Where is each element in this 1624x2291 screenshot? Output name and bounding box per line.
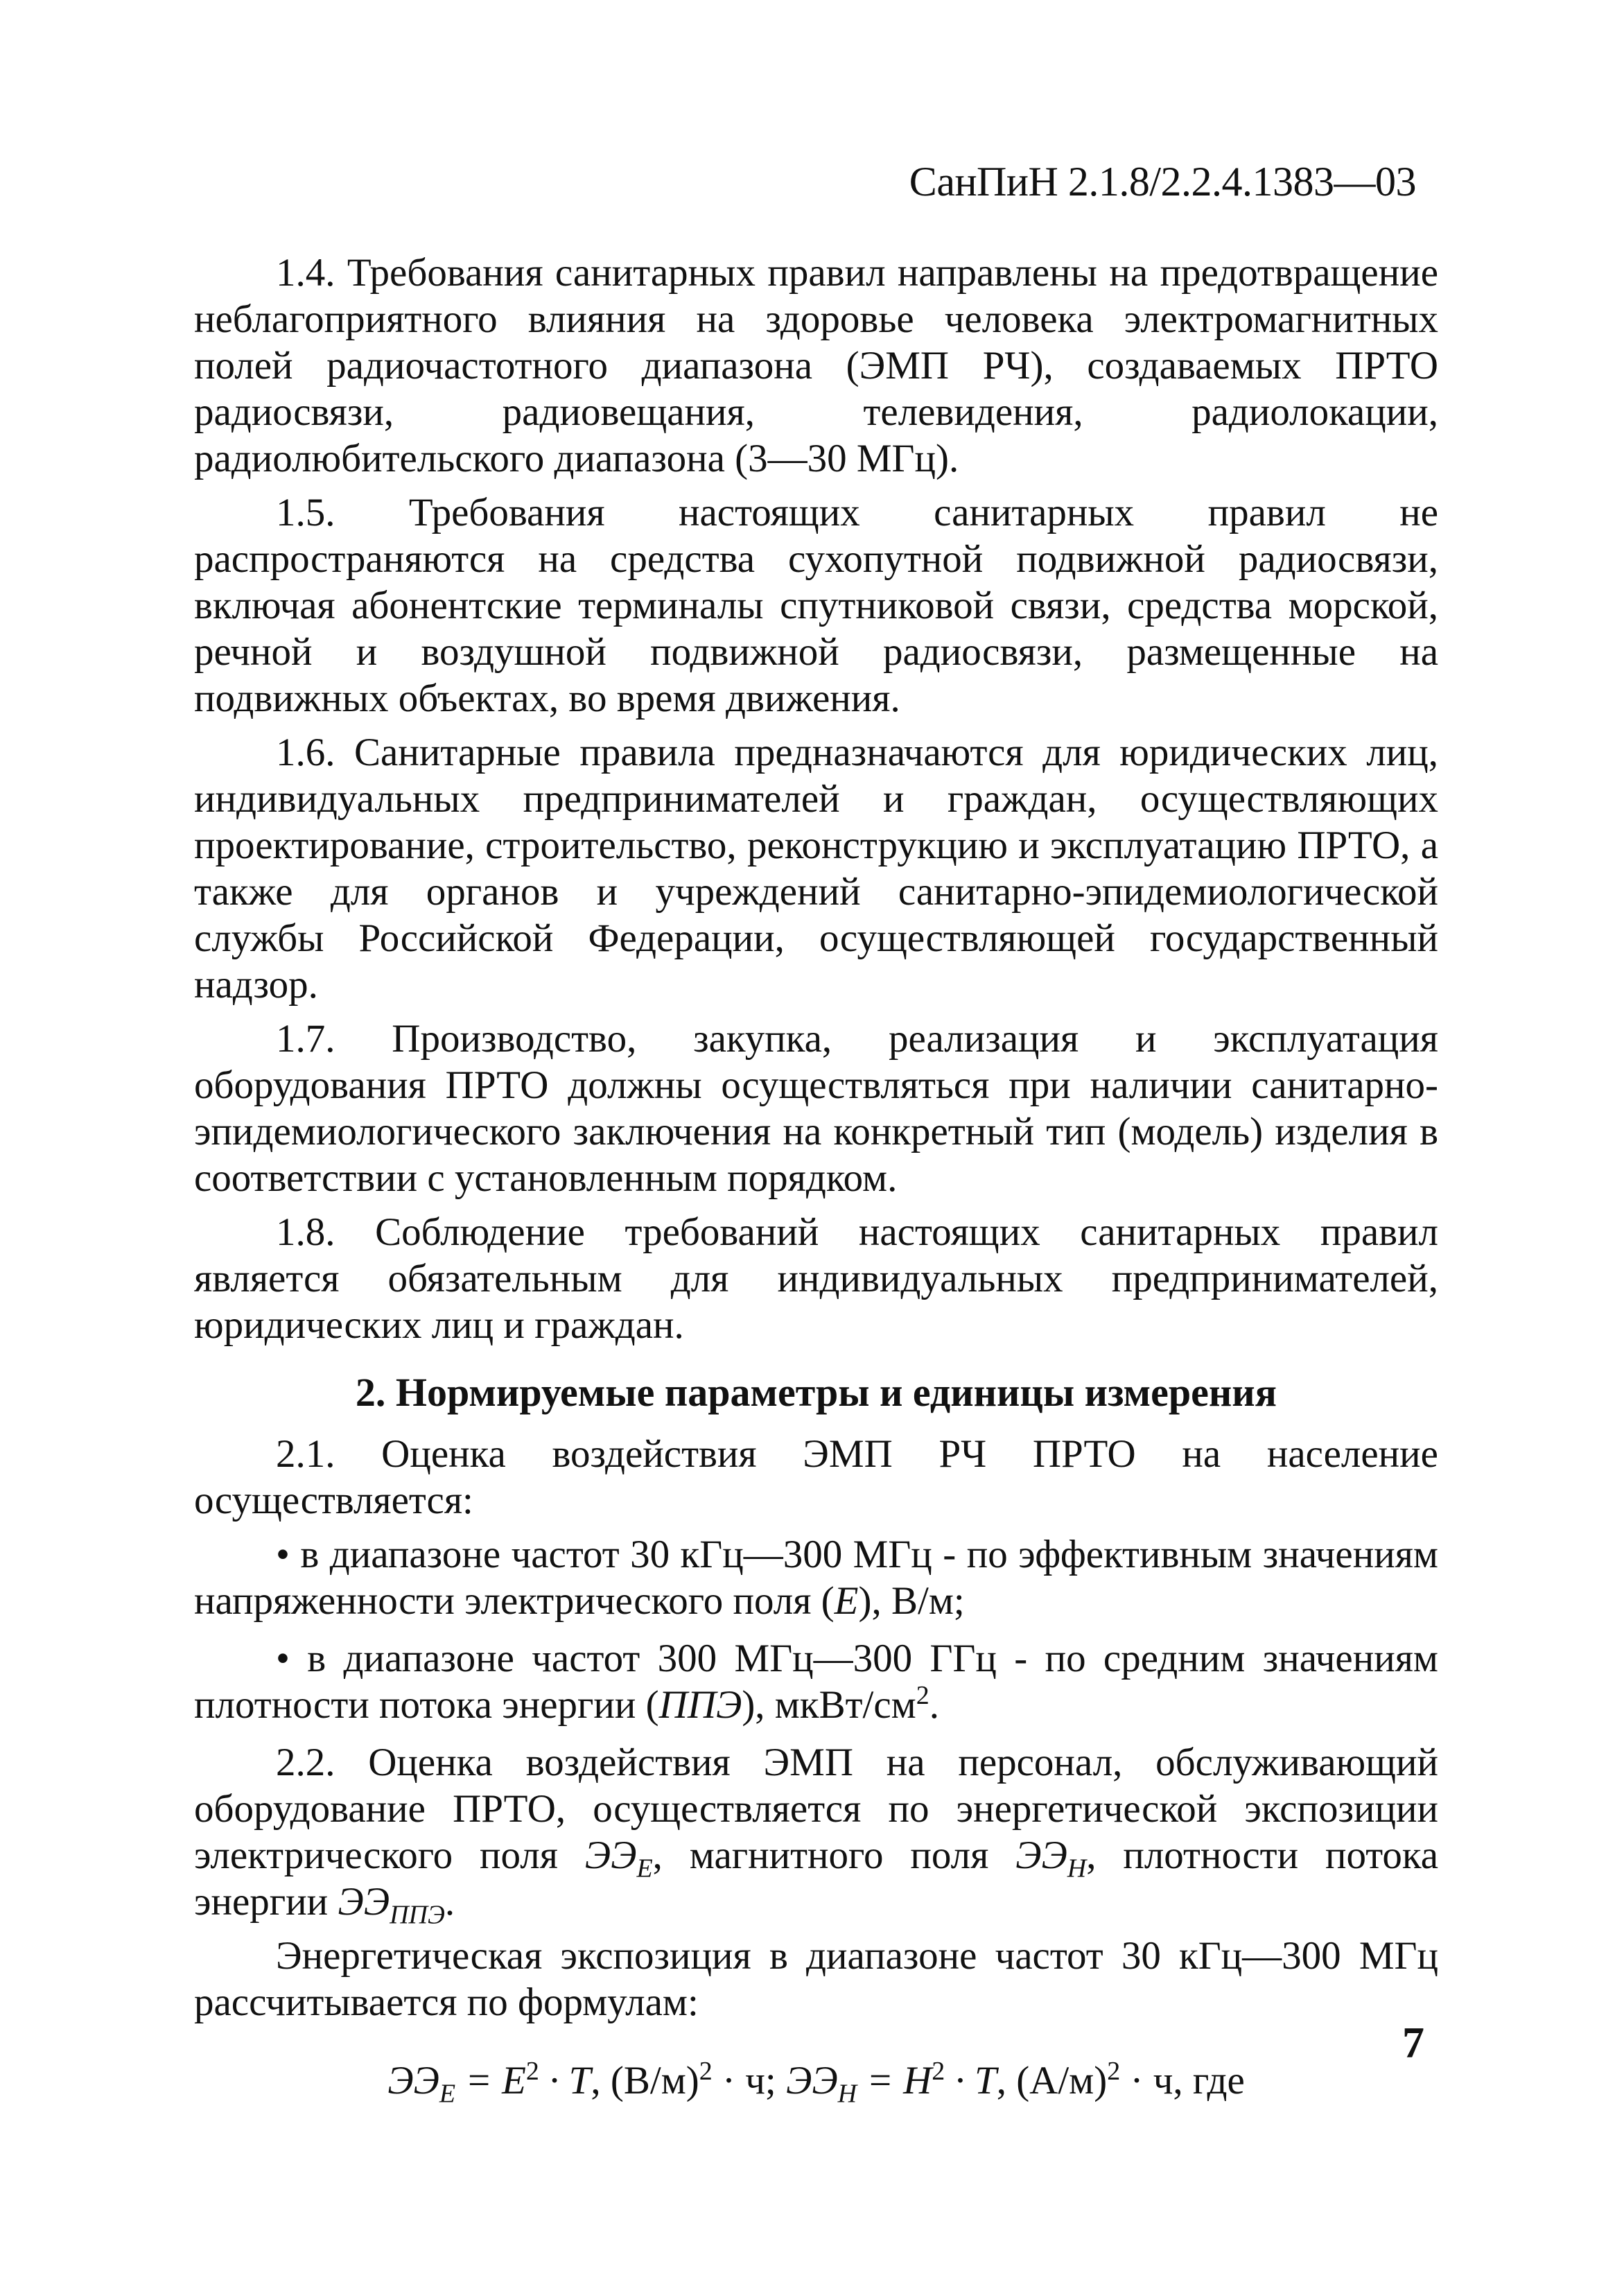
- section-2-heading: 2. Нормируемые параметры и единицы измерения: [355, 1370, 1277, 1415]
- formula-sub-h: H: [837, 2079, 857, 2109]
- p2-2-text-d: .: [444, 1880, 455, 1924]
- p2-2-text-c: , плотности потока энергии: [194, 1833, 1438, 1924]
- formula-unit-1-tail: · ч;: [712, 2059, 786, 2102]
- bullet-1-var: E: [834, 1579, 859, 1623]
- formula-sq-2: 2: [932, 2057, 945, 2086]
- body-text: [194, 250, 1438, 2109]
- paragraph-1-5: 1.5. Требования настоящих санитарных правил не распространяются на средства сухопутной подвижной радиосвязи, включая абонентские терминалы спутниковой связи, средства морской, речной и воздушной подвижной радиосвязи, размещенные на подвижных объектах, во время движения.: [194, 491, 1438, 720]
- paragraph-1-6: 1.6. Санитарные правила предназначаются для юридических лиц, индивидуальных предпринимателей и граждан, осуществляющих проектирование, строительство, реконструкцию и эксплуатацию ПРТО, а также для органов и учреждений санитарно-эпидемиологической службы Российской Федерации, осуществляющей государственный надзор.: [194, 731, 1438, 1007]
- bullet-2-text-b: ), мкВт/см: [742, 1683, 916, 1727]
- formula-unit-2-sq: 2: [1107, 2057, 1121, 2086]
- formula-dot-t-1: · T: [539, 2059, 591, 2102]
- paragraph-2-1: 2.1. Оценка воздействия ЭМП РЧ ПРТО на население осуществляется:: [194, 1432, 1438, 1522]
- running-head: СанПиН 2.1.8/2.2.4.1383—03: [909, 159, 1416, 204]
- p2-2-sub-e: E: [636, 1854, 653, 1883]
- formula-unit-1-sq: 2: [699, 2057, 713, 2086]
- formula-sub-e: E: [439, 2079, 456, 2109]
- formula-dot-t-2: · T: [945, 2059, 997, 2102]
- paragraph-1-4: 1.4. Требования санитарных правил направлены на предотвращение неблагоприятного влияния на здоровье человека электромагнитных полей радиочастотного диапазона (ЭМП РЧ), создаваемых ПРТО радиосвязи, радиовещания, телевидения, радиолокации, радиолюбительского диапазона (3—30 МГц).: [194, 251, 1438, 480]
- p2-2-sub-ppe: ППЭ: [390, 1900, 445, 1930]
- paragraph-2-2: [194, 1739, 1438, 1930]
- bullet-2-var: ППЭ: [658, 1683, 742, 1727]
- formula-ee-1: ЭЭ: [387, 2059, 439, 2102]
- bullet-2-text-c: .: [929, 1683, 939, 1727]
- bullet-1-text-a: • в диапазоне частот 30 кГц—300 МГц - по эффективным значениям напряженности электрического поля (: [194, 1533, 1438, 1623]
- p2-2-text-b: , магнитного поля: [652, 1833, 1016, 1877]
- bullet-1-text-b: ), В/м;: [858, 1579, 965, 1623]
- p2-2-sub-h: H: [1067, 1854, 1087, 1883]
- page-number: 7: [1402, 2018, 1424, 2067]
- energy-exposure-formula: [194, 2057, 1438, 2109]
- formula-unit-1: , (В/м): [591, 2059, 699, 2102]
- p2-2-text-a: 2.2. Оценка воздействия ЭМП на персонал, обслуживающий оборудование ПРТО, осуществляется по энергетической экспозиции электрического поля: [194, 1741, 1438, 1877]
- p2-2-ee-2: ЭЭ: [1015, 1833, 1067, 1877]
- bullet-energy-flux: [194, 1635, 1438, 1728]
- formula-eq2-rhs: = H: [866, 2059, 932, 2102]
- bullet-electric-field: [194, 1531, 1438, 1624]
- paragraph-1-8: 1.8. Соблюдение требований настоящих санитарных правил является обязательным для индивидуальных предпринимателей, юридических лиц и граждан.: [194, 1210, 1438, 1347]
- formula-unit-2: , (А/м): [996, 2059, 1108, 2102]
- p2-2-ee-1: ЭЭ: [584, 1833, 637, 1877]
- formula-eq1-rhs: = E: [465, 2059, 526, 2102]
- formula-ee-2: ЭЭ: [786, 2059, 838, 2102]
- formula-sq-1: 2: [525, 2057, 539, 2086]
- bullet-2-text-a: • в диапазоне частот 300 МГц—300 ГГц - по средним значениям плотности потока энергии (: [194, 1637, 1438, 1727]
- paragraph-1-7: 1.7. Производство, закупка, реализация и эксплуатация оборудования ПРТО должны осуществляться при наличии санитарно-эпидемиологического заключения на конкретный тип (модель) изделия в соответствии с установленным порядком.: [194, 1017, 1438, 1200]
- bullet-2-sup: 2: [916, 1681, 929, 1710]
- paragraph-energy-exposure: Энергетическая экспозиция в диапазоне частот 30 кГц—300 МГц рассчитывается по формулам:: [194, 1934, 1438, 2024]
- p2-2-ee-3: ЭЭ: [338, 1880, 390, 1924]
- formula-unit-2-tail: · ч, где: [1120, 2059, 1245, 2102]
